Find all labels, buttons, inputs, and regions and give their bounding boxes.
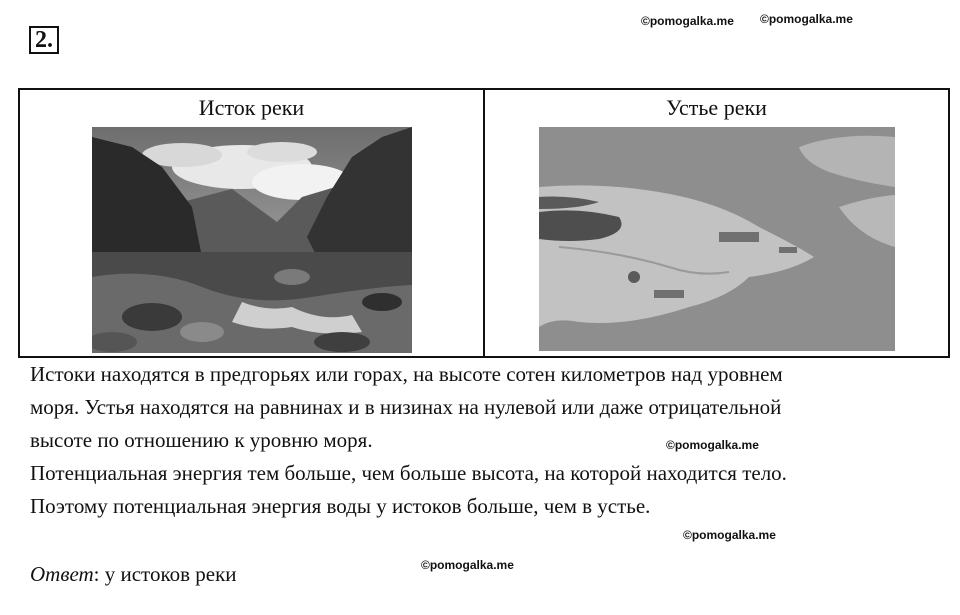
answer-line <box>30 558 237 591</box>
mountain-river-photo <box>92 127 412 353</box>
photo-table <box>18 88 950 358</box>
source-title: Исток реки <box>198 95 305 120</box>
answer-label: Ответ <box>30 562 94 586</box>
watermark: ©pomogalka.me <box>641 14 734 28</box>
mouth-title: Устье реки <box>666 95 767 120</box>
answer-separator: : <box>93 562 100 586</box>
watermark: ©pomogalka.me <box>421 558 514 572</box>
paragraph-line: Поэтому потенциальная энергия воды у истоков больше, чем в устье. <box>30 494 651 518</box>
paragraph-line: высоте по отношению к уровню моря. <box>30 428 373 452</box>
river-mouth-photo <box>539 127 895 351</box>
paragraph-line: Потенциальная энергия тем больше, чем больше высота, на которой находится тело. <box>30 461 787 485</box>
watermark: ©pomogalka.me <box>666 438 759 452</box>
watermark: ©pomogalka.me <box>760 12 853 26</box>
source-cell <box>19 89 484 357</box>
watermark: ©pomogalka.me <box>683 528 776 542</box>
task-number: 2. <box>29 26 59 54</box>
paragraph-line: Истоки находятся в предгорьях или горах, на высоте сотен километров над уровнем <box>30 362 783 386</box>
answer-text: у истоков реки <box>99 562 237 586</box>
paragraph-line: моря. Устья находятся на равнинах и в низинах на нулевой или даже отрицательной <box>30 395 782 419</box>
mouth-cell <box>484 89 949 357</box>
